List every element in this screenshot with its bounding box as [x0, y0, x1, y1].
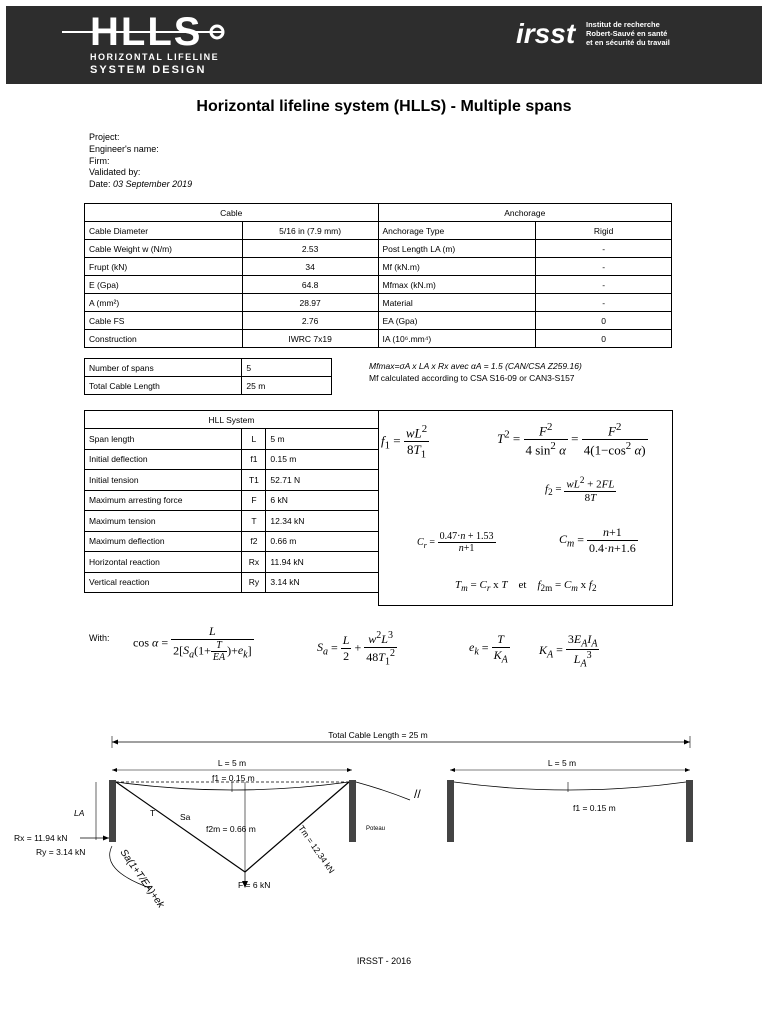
formula-cr: $C_r$ = $\frac{0.47\cdot n + 1.53}{n+1}$ [417, 531, 494, 554]
cable-header: Cable [85, 204, 379, 222]
cable-label: E (Gpa) [85, 276, 243, 294]
f1-label-left: f1 = 0.15 m [212, 773, 255, 783]
f2m-label: f2m = 0.66 m [206, 824, 256, 834]
table-row [85, 377, 332, 395]
table-row [85, 531, 379, 552]
hll-symbol: L [242, 429, 266, 450]
sa-label: Sa [180, 812, 191, 822]
hll-value: 11.94 kN [266, 552, 379, 573]
cable-label: Cable Diameter [85, 222, 243, 240]
table-row [85, 330, 672, 348]
footer: IRSST - 2016 [356, 956, 412, 966]
formula-box [378, 410, 673, 606]
anchorage-header: Anchorage [378, 204, 672, 222]
header-banner [6, 6, 762, 84]
hll-symbol: T1 [242, 470, 266, 491]
irsst-name [586, 20, 670, 47]
formula-cos-alpha: cos α = L $2[S_a(1+$ $\frac{T}{EA}$ )$+e_k$] [133, 624, 252, 663]
hll-label: Maximum tension [85, 511, 242, 532]
hll-label: Span length [85, 429, 242, 450]
hll-label: Initial deflection [85, 449, 242, 470]
rx-label: Rx = 11.94 kN [14, 833, 68, 843]
post-middle [349, 780, 356, 842]
anchorage-label: Post Length LA (m) [378, 240, 536, 258]
irsst-line-2: Robert-Sauvé en santé [586, 29, 668, 38]
span-length-left: L = 5 m [217, 758, 247, 768]
cable-value: 34 [242, 258, 378, 276]
cable-label: Cable FS [85, 312, 243, 330]
hll-symbol: T [242, 511, 266, 532]
spans-table [84, 358, 332, 395]
table-row [85, 429, 379, 450]
hll-symbol: f2 [242, 531, 266, 552]
date-value: 03 September 2019 [113, 179, 193, 190]
hll-value: 52.71 N [266, 470, 379, 491]
ry-label: Ry = 3.14 kN [36, 847, 86, 857]
table-row [85, 312, 672, 330]
anchorage-label: Mfmax (kN.m) [378, 276, 536, 294]
anchorage-value: 0 [536, 312, 672, 330]
anchorage-value: 0 [536, 330, 672, 348]
span-label: Number of spans [85, 359, 242, 377]
irsst-line-3: et en sécurité du travail [586, 38, 670, 47]
anchorage-notes [369, 360, 582, 384]
note-mfmax: Mfmax=σA x LA x Rx avec αA = 1.5 (CAN/CSA Z259.16) [369, 361, 582, 371]
table-row [85, 258, 672, 276]
hll-value: 12.34 kN [266, 511, 379, 532]
hll-label: Maximum deflection [85, 531, 242, 552]
cable-label: Frupt (kN) [85, 258, 243, 276]
cable-value: 5/16 in (7.9 mm) [242, 222, 378, 240]
cable-label: Cable Weight w (N/m) [85, 240, 243, 258]
post-left [109, 780, 116, 842]
anchorage-label: EA (Gpa) [378, 312, 536, 330]
formula-f1: $f_1$ = $\frac{wL^2}{8T_1}$ [381, 423, 428, 461]
project-info [89, 132, 192, 191]
cable-value: 28.97 [242, 294, 378, 312]
table-row [85, 359, 332, 377]
poteau-label: Poteau [366, 826, 386, 832]
cable-value: 2.76 [242, 312, 378, 330]
cable-label: A (mm²) [85, 294, 243, 312]
date-label: Date: [89, 179, 111, 190]
anchorage-value: - [536, 258, 672, 276]
f1-label-right: f1 = 0.15 m [573, 803, 616, 813]
formula-sa: $S_a$ = $\frac{L}{2}$ + $\frac{w^2L^3}{48T_1^2}$ [317, 630, 395, 668]
hll-value: 5 m [266, 429, 379, 450]
logo-subtitle-2: SYSTEM DESIGN [90, 64, 207, 76]
formula-ka: $K_A$ = $\frac{3E_AI_A}{L_A^3}$ [539, 632, 598, 670]
formula-cm: $C_m$ = $\frac{n+1}{0.4\cdot n+1.6}$ [559, 525, 636, 555]
project-label: Project: [89, 132, 120, 142]
total-length-label: Total Cable Length = 25 m [328, 730, 428, 740]
la-label: LA [74, 808, 85, 818]
table-row [85, 449, 379, 470]
hll-symbol: Ry [242, 572, 266, 593]
hll-system-table [84, 410, 379, 593]
validated-label: Validated by: [89, 167, 141, 178]
cable-value: IWRC 7x19 [242, 330, 378, 348]
formula-f2: $f_2$ = $\frac{wL^2 + 2FL}{8T}$ [545, 475, 615, 504]
force-label: F = 6 kN [238, 880, 271, 890]
table-row [85, 240, 672, 258]
hlls-diagram [0, 720, 768, 920]
anchorage-value: - [536, 240, 672, 258]
anchorage-label: Anchorage Type [378, 222, 536, 240]
hll-value: 0.15 m [266, 449, 379, 470]
hll-symbol: F [242, 490, 266, 511]
firm-label: Firm: [89, 155, 110, 166]
elongation-formula: Sa(1+T/EA)+ek [117, 847, 167, 911]
table-row [85, 490, 379, 511]
span-value: 25 m [242, 377, 332, 395]
tension-label: T [150, 808, 156, 818]
date-row [89, 179, 192, 191]
table-row [85, 511, 379, 532]
table-row [85, 572, 379, 593]
logo-subtitle: HORIZONTAL LIFELINE [90, 52, 220, 62]
anchorage-label: Mf (kN.m) [378, 258, 536, 276]
note-mf: Mf calculated according to CSA S16-09 or CAN3-S157 [369, 373, 575, 383]
page-title: Horizontal lifeline system (HLLS) - Multiple spans [196, 98, 572, 115]
tm-label: Tm = 12.34 kN [296, 823, 337, 876]
table-row [85, 276, 672, 294]
with-label: With: [89, 633, 110, 643]
hll-value: 6 kN [266, 490, 379, 511]
span-value: 5 [242, 359, 332, 377]
hll-header: HLL System [85, 411, 379, 429]
post-right-end [686, 780, 693, 842]
span-label: Total Cable Length [85, 377, 242, 395]
anchorage-label: IA (10⁶.mm⁴) [378, 330, 536, 348]
irsst-line-1: Institut de recherche [586, 20, 660, 29]
anchorage-label: Material [378, 294, 536, 312]
anchorage-value: - [536, 294, 672, 312]
hll-label: Initial tension [85, 470, 242, 491]
engineer-label: Engineer's name: [89, 143, 159, 154]
hlls-logo [62, 10, 252, 80]
cable-right-segment [245, 782, 349, 872]
formula-tm-f2m: $T_m = C_r$ x T et $f_{2m} = C_m$ x $f_2$ [455, 579, 597, 594]
anchorage-value: Rigid [536, 222, 672, 240]
irsst-mark: irsst [516, 18, 576, 49]
hll-label: Maximum arresting force [85, 490, 242, 511]
table-row [85, 222, 672, 240]
formula-t2: $T^2$ = $\frac{F^2}{4 \sin^2 \alpha}$ = $\frac{F^2}{4(1-\cos^2 \alpha)}$ [497, 421, 646, 458]
anchorage-value: - [536, 276, 672, 294]
hll-label: Horizontal reaction [85, 552, 242, 573]
hll-label: Vertical reaction [85, 572, 242, 593]
cable-label: Construction [85, 330, 243, 348]
span-length-right: L = 5 m [547, 758, 577, 768]
hll-value: 3.14 kN [266, 572, 379, 593]
hll-value: 0.66 m [266, 531, 379, 552]
table-row [85, 470, 379, 491]
cable-value: 64.8 [242, 276, 378, 294]
hll-symbol: Rx [242, 552, 266, 573]
cable-anchorage-table [84, 203, 672, 348]
hll-symbol: f1 [242, 449, 266, 470]
irsst-logo [516, 16, 716, 66]
break-mark: // [414, 787, 421, 801]
logo-text: HLLS [90, 10, 203, 54]
formula-ek: $e_k$ = $\frac{T}{K_A}$ [469, 632, 508, 666]
cable-value: 2.53 [242, 240, 378, 258]
table-row [85, 294, 672, 312]
table-row [85, 552, 379, 573]
post-right-start [447, 780, 454, 842]
